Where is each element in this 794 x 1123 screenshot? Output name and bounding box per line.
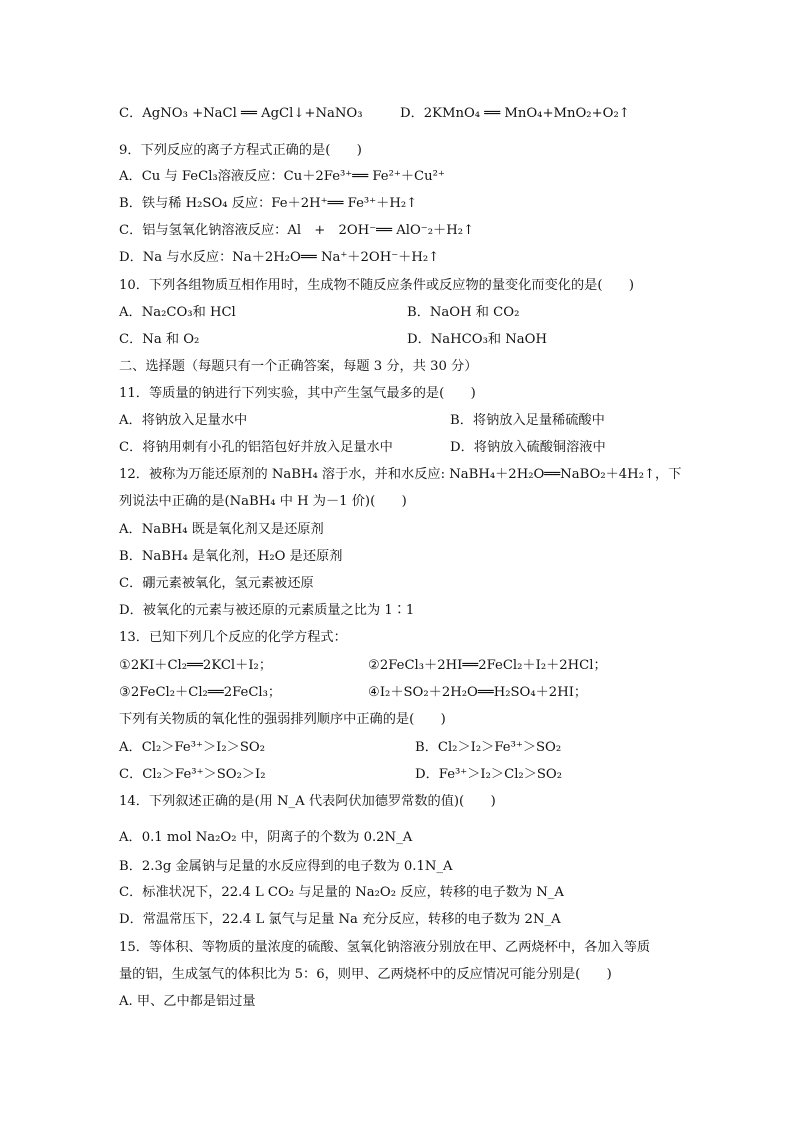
q10-option-b: B．NaOH 和 CO₂ xyxy=(407,305,520,320)
q14-option-a: A．0.1 mol Na₂O₂ 中，阴离子的个数为 0.2N_A xyxy=(119,830,413,845)
q15-stem-cont: 量的铝，生成氢气的体积比为 5：6，则甲、乙两烧杯中的反应情况可能分别是( ) xyxy=(119,967,612,982)
q13-option-c: C．Cl₂＞Fe³⁺＞SO₂＞I₂ xyxy=(119,767,266,782)
q13-option-d: D．Fe³⁺＞I₂＞Cl₂＞SO₂ xyxy=(415,767,563,782)
q9-option-c: C．铝与氢氧化钠溶液反应：Al + 2OH⁻══ AlO⁻₂＋H₂↑ xyxy=(119,223,475,238)
q9-option-a: A．Cu 与 FeCl₃溶液反应：Cu＋2Fe³⁺══ Fe²⁺＋Cu²⁺ xyxy=(119,169,445,184)
q13-reaction-2: ②2FeCl₃＋2HI══2FeCl₂＋I₂＋2HCl； xyxy=(368,658,607,673)
q13-stem: 13．已知下列几个反应的化学方程式： xyxy=(119,630,347,645)
section-2-heading: 二、选择题（每题只有一个正确答案，每题 3 分，共 30 分） xyxy=(119,359,478,374)
q10-stem: 10．下列各组物质互相作用时，生成物不随反应条件或反应物的量变化而变化的是( ) xyxy=(119,278,635,293)
q9-option-b: B．铁与稀 H₂SO₄ 反应：Fe＋2H⁺══ Fe³⁺＋H₂↑ xyxy=(119,196,418,211)
q14-stem: 14．下列叙述正确的是(用 N_A 代表阿伏加德罗常数的值)( ) xyxy=(119,794,496,809)
q12-option-d: D．被氧化的元素与被还原的元素质量之比为 1∶1 xyxy=(119,603,415,618)
q14-option-d: D．常温常压下，22.4 L 氯气与足量 Na 充分反应，转移的电子数为 2N_A xyxy=(119,912,561,927)
q8-option-d: D．2KMnO₄ ══ MnO₄+MnO₂+O₂↑ xyxy=(400,106,630,121)
q11-stem: 11．等质量的钠进行下列实验，其中产生氢气最多的是( ) xyxy=(119,386,476,401)
q10-option-a: A．Na₂CO₃和 HCl xyxy=(119,305,236,320)
q13-question: 下列有关物质的氧化性的强弱排列顺序中正确的是( ) xyxy=(119,712,446,727)
q9-stem: 9．下列反应的离子方程式正确的是( ) xyxy=(119,143,362,158)
q12-stem-cont: 列说法中正确的是(NaBH₄ 中 H 为－1 价)( ) xyxy=(119,494,407,509)
q8-option-c: C．AgNO₃ +NaCl ══ AgCl↓+NaNO₃ xyxy=(119,106,363,121)
q12-stem: 12．被称为万能还原剂的 NaBH₄ 溶于水，并和水反应: NaBH₄＋2H₂O══NaBO₂＋4H₂↑，下 xyxy=(119,467,682,482)
q13-reaction-3: ③2FeCl₂＋Cl₂══2FeCl₃； xyxy=(119,685,282,700)
q10-option-c: C．Na 和 O₂ xyxy=(119,332,200,347)
q13-reaction-1: ①2KI＋Cl₂══2KCl＋I₂； xyxy=(119,658,273,673)
q15-option-a: A. 甲、乙中都是铝过量 xyxy=(119,994,256,1009)
q13-reaction-4: ④I₂＋SO₂＋2H₂O══H₂SO₄＋2HI； xyxy=(368,685,588,700)
q10-option-d: D．NaHCO₃和 NaOH xyxy=(407,332,547,347)
q12-option-c: C．硼元素被氧化，氢元素被还原 xyxy=(119,576,314,591)
q14-option-c: C．标准状况下，22.4 L CO₂ 与足量的 Na₂O₂ 反应，转移的电子数为 N_A xyxy=(119,885,564,900)
q13-option-b: B．Cl₂＞I₂＞Fe³⁺＞SO₂ xyxy=(415,740,562,755)
q15-stem: 15．等体积、等物质的量浓度的硫酸、氢氧化钠溶液分别放在甲、乙两烧杯中，各加入等质 xyxy=(119,940,651,955)
q9-option-d: D．Na 与水反应：Na＋2H₂O══ Na⁺＋2OH⁻＋H₂↑ xyxy=(119,250,440,265)
q11-option-d: D．将钠放入硫酸铜溶液中 xyxy=(450,440,606,455)
q11-option-b: B．将钠放入足量稀硫酸中 xyxy=(450,413,605,428)
q14-option-b: B．2.3g 金属钠与足量的水反应得到的电子数为 0.1N_A xyxy=(119,859,453,874)
q12-option-a: A．NaBH₄ 既是氧化剂又是还原剂 xyxy=(119,522,324,537)
q12-option-b: B．NaBH₄ 是氧化剂，H₂O 是还原剂 xyxy=(119,549,343,564)
q11-option-a: A．将钠放入足量水中 xyxy=(119,413,248,428)
q11-option-c: C．将钠用刺有小孔的铝箔包好并放入足量水中 xyxy=(119,440,393,455)
q13-option-a: A．Cl₂＞Fe³⁺＞I₂＞SO₂ xyxy=(119,740,265,755)
